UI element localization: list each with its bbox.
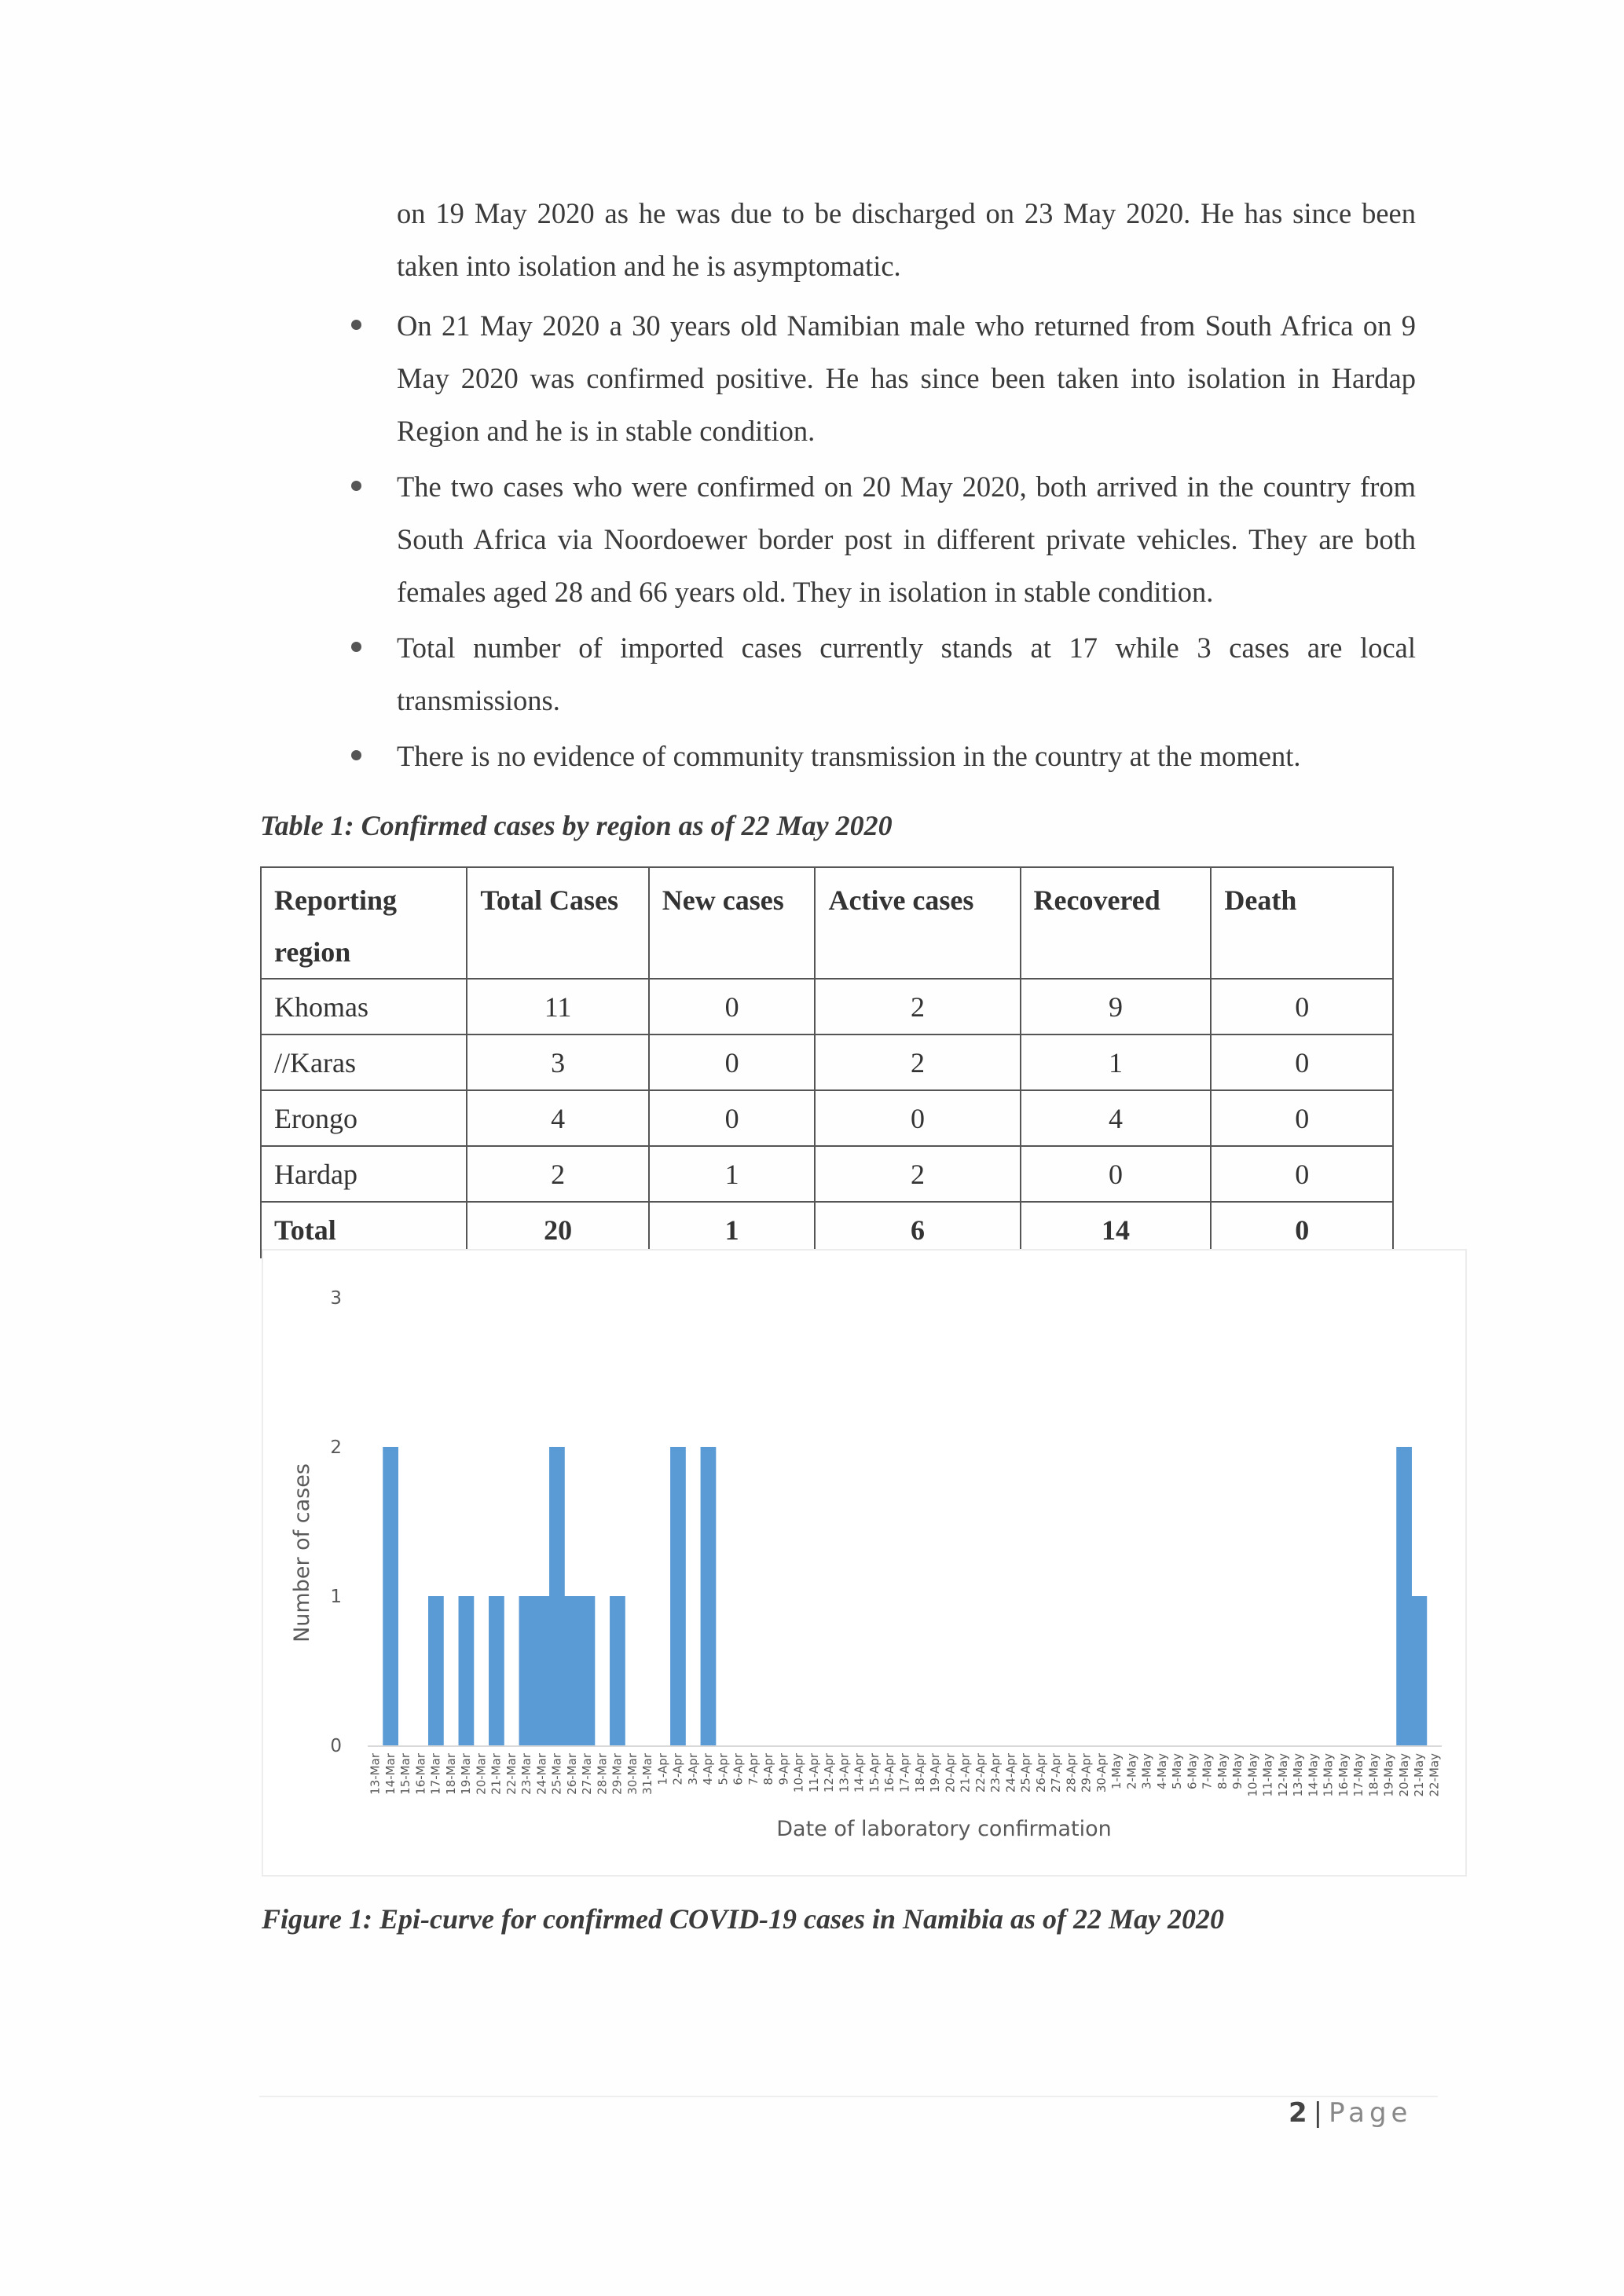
bullet-item	[397, 730, 1416, 782]
x-tick-label: 27-Apr	[1049, 1753, 1064, 1793]
x-tick-label: 18-Mar	[443, 1753, 458, 1795]
x-tick-label: 22-Mar	[504, 1753, 519, 1795]
total-cases-cell: 20	[467, 1202, 648, 1258]
bullet-item	[397, 299, 1416, 457]
x-tick-label: 31-Mar	[640, 1753, 655, 1795]
x-tick-label: 15-Mar	[398, 1753, 413, 1795]
x-tick-label: 4-May	[1154, 1753, 1169, 1789]
x-tick-label: 15-Apr	[867, 1753, 882, 1793]
death-cell: 0	[1211, 1090, 1393, 1146]
x-tick-label: 13-Apr	[837, 1753, 852, 1793]
table-caption: Table 1: Confirmed cases by region as of 22 May 2020	[260, 810, 893, 841]
x-tick-label: 1-Apr	[655, 1753, 670, 1785]
x-tick-label: 27-Mar	[580, 1753, 595, 1795]
x-tick-label: 6-May	[1185, 1753, 1200, 1789]
x-tick-label: 20-May	[1396, 1753, 1411, 1797]
x-tick-label: 29-Apr	[1079, 1753, 1094, 1793]
x-tick-label: 14-Apr	[852, 1753, 867, 1793]
bar-2-Apr	[670, 1447, 686, 1745]
x-tick-label: 20-Apr	[943, 1753, 958, 1793]
bullet-text: The two cases who were confirmed on 20 May 2020, both arrived in the country from South Africa via Noordoewer border post in different private vehicles. They are both females aged 28 and 66 years old. They in isolation in stable condition.	[397, 471, 1416, 608]
x-tick-label: 5-Apr	[716, 1753, 731, 1785]
x-tick-label: 17-Mar	[428, 1753, 443, 1795]
epi-curve-chart	[262, 1249, 1467, 1877]
x-tick-label: 16-May	[1336, 1753, 1351, 1797]
x-tick-label: 1-May	[1109, 1753, 1124, 1789]
bullet-icon	[351, 642, 361, 652]
recovered-cell: 0	[1021, 1146, 1212, 1202]
x-tick-label: 4-Apr	[701, 1753, 716, 1785]
recovered-cell: 14	[1021, 1202, 1212, 1258]
x-tick-label: 8-Apr	[761, 1753, 776, 1785]
new-cases-cell: 1	[649, 1146, 816, 1202]
figure-caption: Figure 1: Epi-curve for confirmed COVID-19 cases in Namibia as of 22 May 2020	[262, 1903, 1224, 1935]
x-tick-label: 5-May	[1170, 1753, 1185, 1789]
column-header: Total Cases	[467, 867, 648, 979]
x-tick-label: 22-Apr	[973, 1753, 988, 1793]
column-header: Reporting region	[261, 867, 467, 979]
death-cell: 0	[1211, 979, 1393, 1034]
x-tick-label: 28-Apr	[1064, 1753, 1079, 1793]
bar-17-Mar	[428, 1596, 444, 1745]
x-tick-label: 26-Apr	[1033, 1753, 1048, 1793]
x-tick-label: 30-Apr	[1094, 1753, 1109, 1793]
x-tick-label: 8-May	[1215, 1753, 1230, 1789]
bar-20-May	[1396, 1447, 1412, 1745]
x-tick-label: 13-May	[1291, 1753, 1306, 1797]
table-header-row	[261, 867, 1393, 979]
total-label-cell: Total	[261, 1202, 467, 1258]
y-tick-label: 1	[330, 1587, 342, 1607]
bullet-text: Total number of imported cases currently stands at 17 while 3 cases are local transmissions.	[397, 632, 1416, 716]
total-cases-cell: 4	[467, 1090, 648, 1146]
x-tick-label: 3-May	[1139, 1753, 1154, 1789]
x-tick-label: 17-May	[1351, 1753, 1366, 1797]
x-tick-label: 23-Apr	[988, 1753, 1003, 1793]
active-cases-cell: 2	[815, 1146, 1020, 1202]
x-tick-label: 26-Mar	[564, 1753, 579, 1795]
bar-26-Mar	[564, 1596, 580, 1745]
column-header: Active cases	[815, 867, 1020, 979]
x-tick-label: 6-Apr	[731, 1753, 746, 1785]
x-tick-label: 14-Mar	[383, 1753, 398, 1795]
bullet-item	[397, 460, 1416, 618]
death-cell: 0	[1211, 1202, 1393, 1258]
region-cell: //Karas	[261, 1034, 467, 1090]
x-tick-label: 23-Mar	[519, 1753, 534, 1795]
x-tick-label: 19-Mar	[459, 1753, 474, 1795]
bar-4-Apr	[701, 1447, 717, 1745]
y-tick-label: 2	[330, 1437, 342, 1458]
recovered-cell: 9	[1021, 979, 1212, 1034]
x-tick-label: 19-Apr	[928, 1753, 943, 1793]
total-cases-cell: 2	[467, 1146, 648, 1202]
column-header: New cases	[649, 867, 816, 979]
recovered-cell: 4	[1021, 1090, 1212, 1146]
y-tick-label: 0	[330, 1736, 342, 1756]
x-tick-label: 7-Apr	[746, 1753, 761, 1785]
new-cases-cell: 1	[649, 1202, 816, 1258]
page-number-footer	[1289, 2097, 1412, 2129]
x-tick-label: 3-Apr	[685, 1753, 700, 1785]
bar-27-Mar	[580, 1596, 596, 1745]
bar-14-Mar	[383, 1447, 398, 1745]
death-cell: 0	[1211, 1146, 1393, 1202]
recovered-cell: 1	[1021, 1034, 1212, 1090]
x-tick-label: 2-Apr	[670, 1753, 685, 1785]
x-tick-label: 17-Apr	[897, 1753, 912, 1793]
bar-25-Mar	[549, 1447, 565, 1745]
total-cases-cell: 3	[467, 1034, 648, 1090]
y-axis-title: Number of cases	[290, 1463, 314, 1642]
page-separator: |	[1313, 2097, 1323, 2129]
bar-24-Mar	[534, 1596, 550, 1745]
footer-divider	[259, 2096, 1438, 2097]
x-tick-label: 21-May	[1412, 1753, 1427, 1797]
active-cases-cell: 0	[815, 1090, 1020, 1146]
region-cell: Khomas	[261, 979, 467, 1034]
new-cases-cell: 0	[649, 1034, 816, 1090]
table-row	[261, 1034, 1393, 1090]
y-tick-label: 3	[330, 1288, 342, 1309]
bar-23-Mar	[519, 1596, 535, 1745]
x-tick-label: 28-Mar	[595, 1753, 610, 1795]
x-tick-label: 25-Apr	[1018, 1753, 1033, 1793]
new-cases-cell: 0	[649, 979, 816, 1034]
page-number: 2	[1289, 2097, 1307, 2129]
region-cell: Erongo	[261, 1090, 467, 1146]
bullet-text: On 21 May 2020 a 30 years old Namibian male who returned from South Africa on 9 May 2020 was confirmed positive. He has since been taken into isolation in Hardap Region and he is in stable condition.	[397, 309, 1416, 447]
x-tick-label: 16-Apr	[882, 1753, 897, 1793]
active-cases-cell: 6	[815, 1202, 1020, 1258]
continuation-paragraph: on 19 May 2020 as he was due to be discharged on 23 May 2020. He has since been taken into isolation and he is asymptomatic.	[397, 197, 1416, 282]
table-row	[261, 1090, 1393, 1146]
bar-19-Mar	[459, 1596, 475, 1745]
x-tick-label: 10-May	[1245, 1753, 1260, 1797]
column-header: Recovered	[1021, 867, 1212, 979]
table-row	[261, 979, 1393, 1034]
bullet-icon	[351, 481, 361, 491]
x-tick-label: 25-Mar	[549, 1753, 564, 1795]
x-tick-label: 19-May	[1381, 1753, 1396, 1797]
death-cell: 0	[1211, 1034, 1393, 1090]
bullet-text: There is no evidence of community transmission in the country at the moment.	[397, 740, 1301, 772]
x-tick-label: 13-Mar	[368, 1753, 383, 1795]
active-cases-cell: 2	[815, 979, 1020, 1034]
x-tick-label: 12-May	[1275, 1753, 1290, 1797]
x-axis-title: Date of laboratory confirmation	[776, 1817, 1112, 1841]
x-tick-label: 20-Mar	[474, 1753, 489, 1795]
body-text	[397, 187, 1416, 785]
x-tick-label: 16-Mar	[413, 1753, 428, 1795]
page-label: Page	[1329, 2097, 1413, 2129]
x-tick-label: 10-Apr	[791, 1753, 806, 1793]
x-tick-label: 7-May	[1200, 1753, 1215, 1789]
region-cell: Hardap	[261, 1146, 467, 1202]
x-tick-label: 29-Mar	[610, 1753, 625, 1795]
table-row	[261, 1146, 1393, 1202]
total-cases-cell: 11	[467, 979, 648, 1034]
x-tick-label: 18-May	[1366, 1753, 1381, 1797]
new-cases-cell: 0	[649, 1090, 816, 1146]
x-tick-label: 21-Mar	[489, 1753, 504, 1795]
x-tick-label: 14-May	[1306, 1753, 1321, 1797]
x-tick-label: 21-Apr	[958, 1753, 973, 1793]
x-tick-label: 22-May	[1427, 1753, 1442, 1797]
x-tick-label: 15-May	[1321, 1753, 1336, 1797]
x-tick-label: 11-Apr	[806, 1753, 821, 1793]
bar-chart-canvas	[263, 1251, 1465, 1875]
x-tick-label: 18-Apr	[912, 1753, 927, 1793]
bullet-item	[397, 621, 1416, 727]
active-cases-cell: 2	[815, 1034, 1020, 1090]
x-tick-label: 9-Apr	[776, 1753, 791, 1785]
x-tick-label: 2-May	[1124, 1753, 1139, 1789]
bullet-icon	[351, 320, 361, 330]
confirmed-cases-table	[260, 866, 1394, 1258]
bar-21-Mar	[489, 1596, 504, 1745]
x-tick-label: 24-Mar	[534, 1753, 549, 1795]
bullet-icon	[351, 750, 361, 760]
x-tick-label: 30-Mar	[625, 1753, 640, 1795]
bar-29-Mar	[610, 1596, 625, 1745]
x-tick-label: 12-Apr	[822, 1753, 837, 1793]
x-tick-label: 9-May	[1230, 1753, 1245, 1789]
column-header: Death	[1211, 867, 1393, 979]
x-tick-label: 11-May	[1260, 1753, 1275, 1797]
x-tick-label: 24-Apr	[1003, 1753, 1018, 1793]
bar-21-May	[1411, 1596, 1427, 1745]
